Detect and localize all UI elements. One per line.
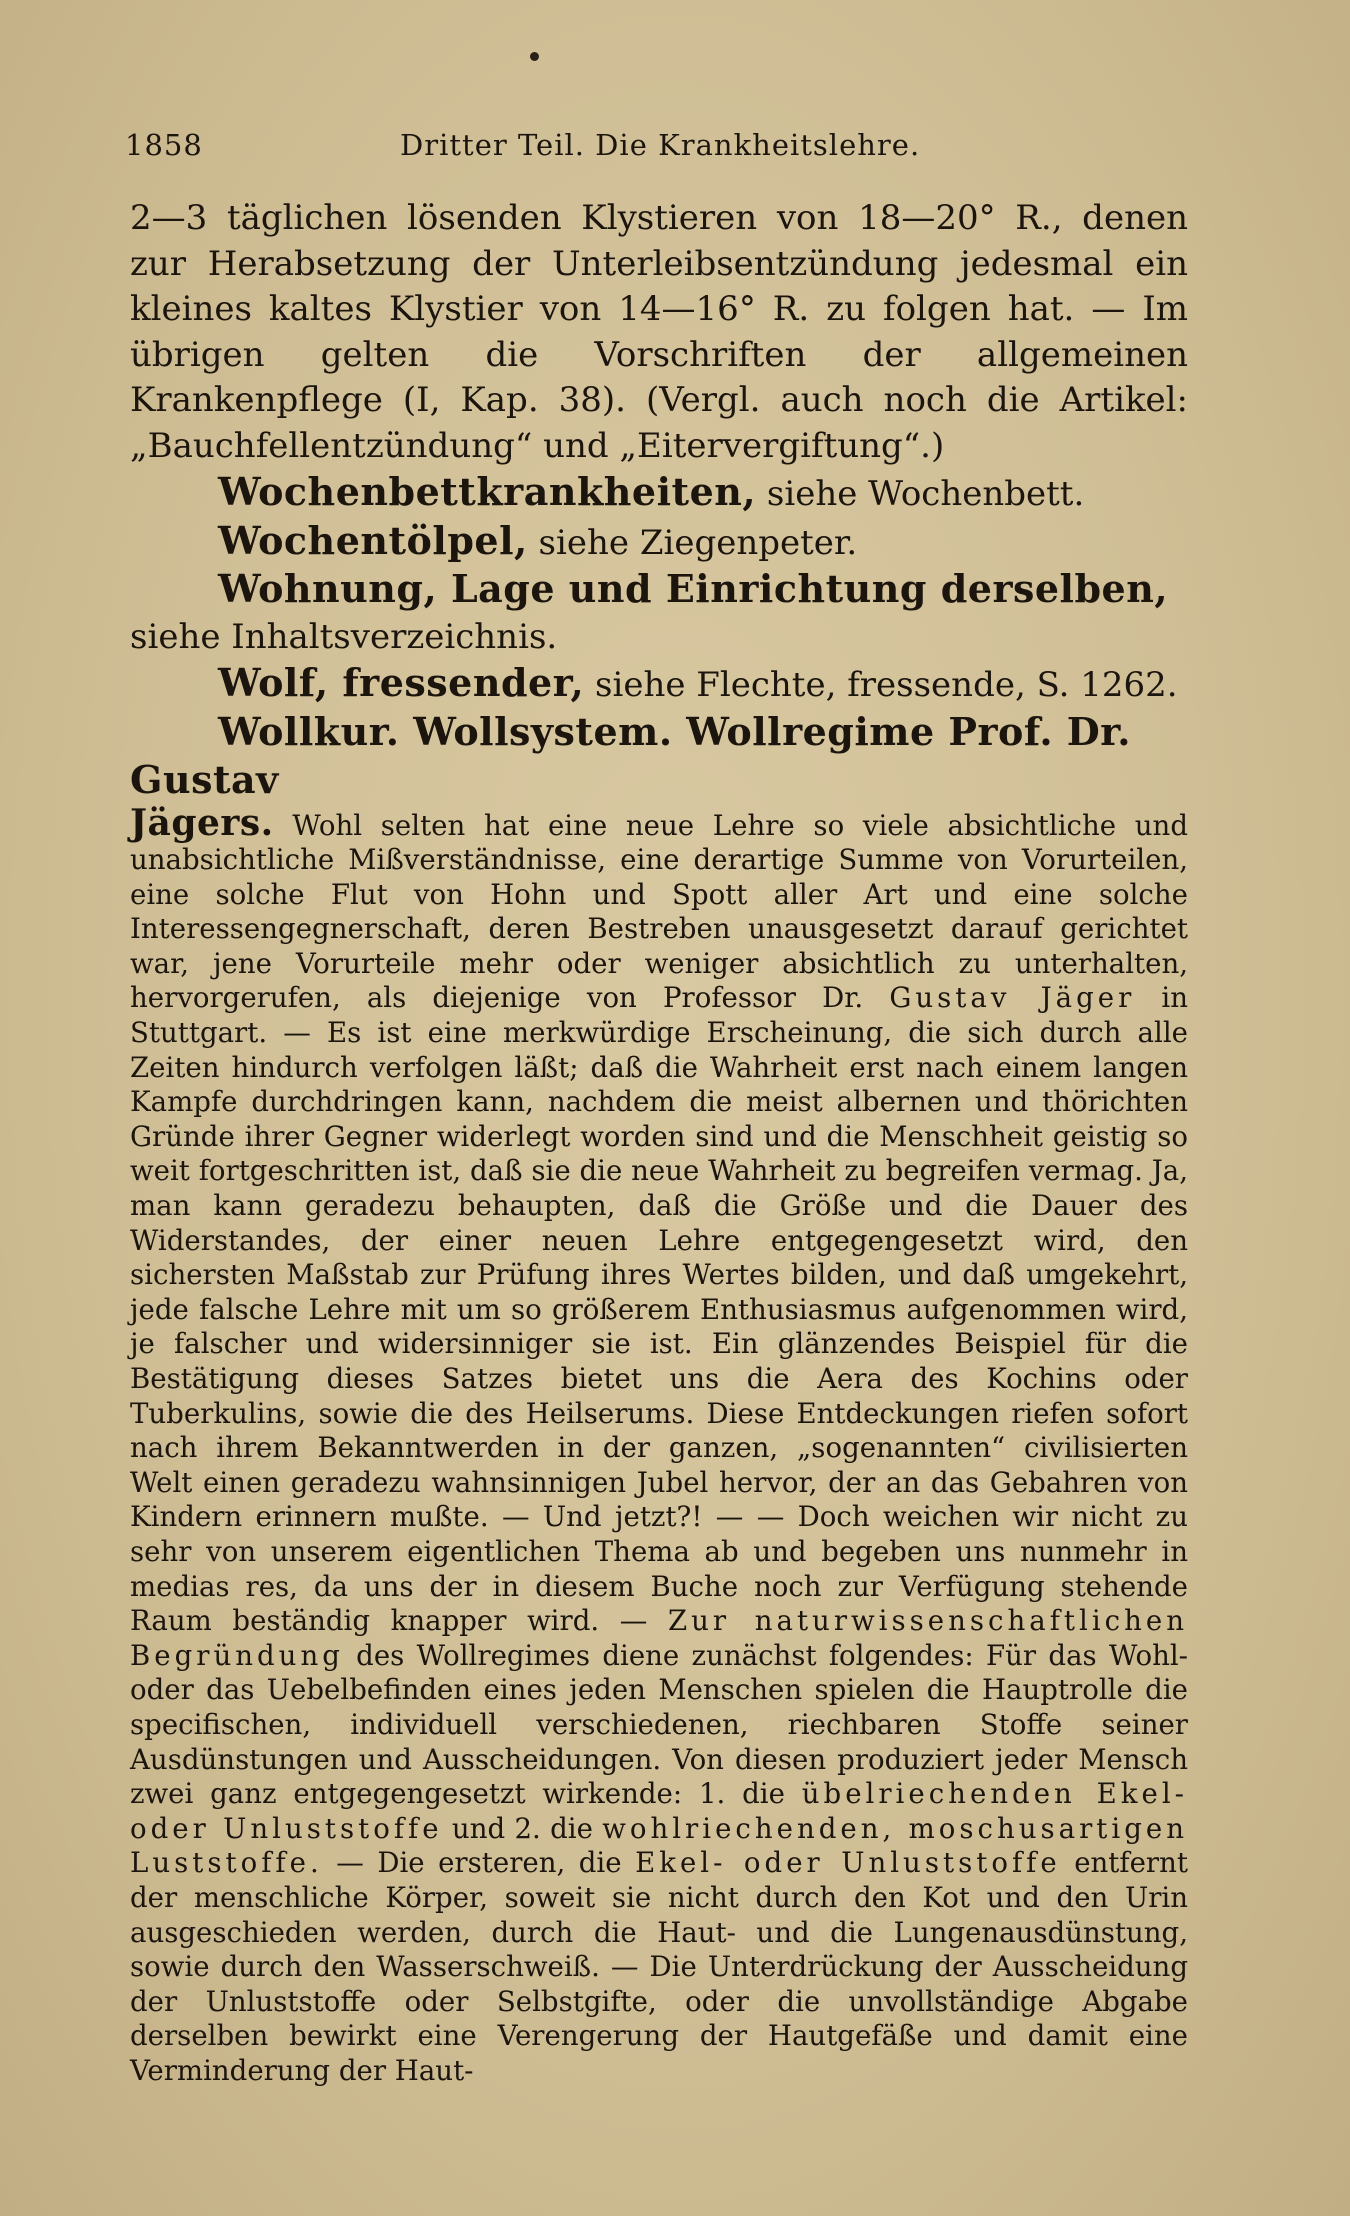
entry-term: Wochenbettkrankheiten, xyxy=(218,469,757,514)
paragraph-text-5: — Die ersteren, die xyxy=(322,1846,636,1880)
ink-dot xyxy=(530,52,539,61)
entry-text: siehe Wochenbett. xyxy=(756,474,1085,514)
paragraph-text-6: entfernt der menschliche Körper, soweit sie nicht durch den Kot und den Urin ausgeschieden werden, durch die Haut- und die Lungenausdünstung, sowie durch den Wasserschweiß. — Die Unterdrückung der Ausscheidung der Unluststoffe oder Selbstgifte, oder die unvollständige Abgabe derselben bewirkt eine Verengerung der Hautgefäße und damit eine Verminderung der Haut- xyxy=(130,1846,1188,2087)
entry-text: siehe Inhaltsverzeichnis. xyxy=(130,616,558,657)
wollregime-paragraph xyxy=(130,801,1188,2089)
entry-term: Wochentölpel, xyxy=(218,517,528,563)
page-number: 1858 xyxy=(125,128,203,162)
paragraph-text-2: in Stuttgart. — Es ist eine merkwürdige Erscheinung, die sich durch alle Zeiten hindurch verfolgen läßt; daß die Wahrheit erst nach einem langen Kampfe durchdringen kann, nachdem die meist albernen und thörichten Gründe ihrer Gegner widerlegt worden sind und die Menschheit geistig so weit fortgeschritten ist, daß sie die neue Wahrheit zu begreifen vermag. Ja, man kann geradezu behaupten, daß die Größe und die Dauer des Widerstandes, der einer neuen Lehre entgegengesetzt wird, den sichersten Maßstab zur Prüfung ihres Wertes bilden, und daß umgekehrt, jede falsche Lehre mit um so größerem Enthusiasmus aufgenommen wird, je falscher und widersinniger sie ist. Ein glänzendes Beispiel für die Bestätigung dieses Satzes bietet uns die Aera des Kochins oder Tuberkulins, sowie die des Heilserums. Diese Entdeckungen riefen sofort nach ihrem Bekanntwerden in der ganzen, „sogenannten“ civilisierten Welt einen geradezu wahnsinnigen Jubel hervor, der an das Gebahren von Kindern erinnern mußte. — Und jetzt?! — — Doch weichen wir nicht zu sehr von unserem eigentlichen Thema ab und begeben uns nunmehr in medias res, da uns der in diesem Buche noch zur Verfügung stehende Raum beständig knapper wird. — xyxy=(130,981,1188,1638)
paragraph-text-4: und 2. die xyxy=(442,1811,603,1845)
spaced-ekel-2: Ekel- oder Unluststoffe xyxy=(635,1846,1061,1880)
paragraph-text-1: Wohl selten hat eine neue Lehre so viele absichtliche und unabsichtliche Mißverständnisse, eine derartige Summe von Vorurteilen, eine solche Flut von Hohn und Spott aller Art und eine solche Interessengegnerschaft, deren Bestreben unausgesetzt darauf gerichtet war, jene Vorurteile mehr oder weniger absichtlich zu unterhalten, hervorgerufen, als diejenige von Professor Dr. xyxy=(130,808,1188,1015)
entry-term: Wolf, fressender, xyxy=(218,660,585,705)
spaced-lust: wohlriechenden, moschusartigen Luststoffe. xyxy=(130,1811,1188,1880)
entry-wochenbettkrankheiten xyxy=(130,469,1188,518)
page-body xyxy=(130,196,1188,2088)
entry-term: Wohnung, Lage und Einrichtung derselben, xyxy=(218,566,1169,611)
running-head: Dritter Teil. Die Krankheitslehre. xyxy=(400,128,921,162)
spaced-name: Gustav Jäger xyxy=(889,981,1136,1015)
entry-text: siehe Flechte, fressende, S. 1262. xyxy=(584,665,1178,705)
entry-term: Wollkur. Wollsystem. Wollregime Prof. Dr. Gustav xyxy=(130,708,1132,802)
entry-wolf xyxy=(130,660,1188,709)
page-header xyxy=(125,128,1185,172)
spaced-phrase: Zur naturwissenschaftlichen Begründung xyxy=(130,1604,1188,1672)
entry-text: siehe Ziegenpeter. xyxy=(527,522,858,563)
spaced-ekel: übelriechenden Ekel- oder Unluststoffe xyxy=(130,1777,1188,1845)
entry-wollkur xyxy=(130,709,1188,806)
entry-wohnung xyxy=(130,566,1188,660)
paragraph-text-3: des Wollregimes diene zunächst folgendes: Für das Wohl- oder das Uebelbefinden eines jeden Menschen spielen die Hauptrolle die specifischen, individuell verschiedenen, riechbaren Stoffe seiner Ausdünstungen und Ausscheidungen. Von diesen produziert jeder Mensch zwei ganz entgegengesetzt wirkende: 1. die xyxy=(130,1638,1188,1811)
entry-wochentoelpel xyxy=(130,518,1188,567)
intro-paragraph: 2—3 täglichen lösenden Klystieren von 18—20° R., denen zur Herabsetzung der Unterleibsentzündung jedesmal ein kleines kaltes Klystier von 14—16° R. zu folgen hat. — Im übrigen gelten die Vorschriften der allgemeinen Krankenpflege (I, Kap. 38). (Vergl. auch noch die Artikel: „Bauchfellentzündung“ und „Eitervergiftung“.) xyxy=(130,198,1188,466)
intro-section xyxy=(130,196,1188,469)
paragraph-lead: Jägers. xyxy=(130,801,274,844)
